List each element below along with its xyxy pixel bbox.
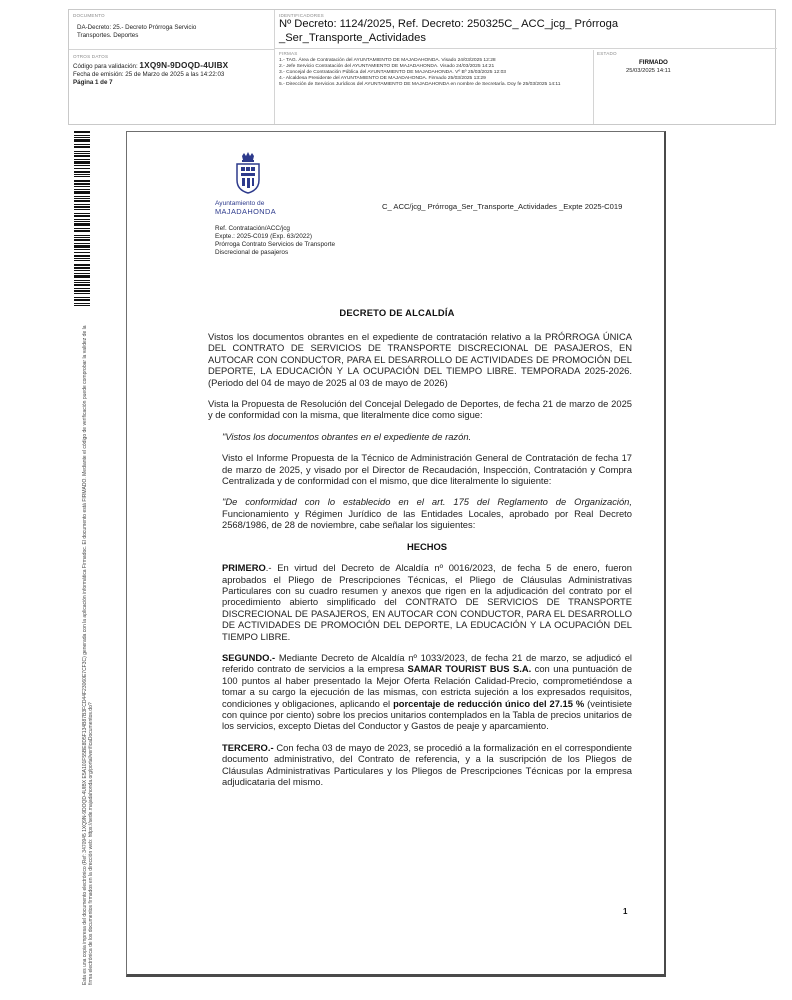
barcode-bar xyxy=(74,305,90,306)
barcode-bar xyxy=(74,293,90,294)
barcode-bar xyxy=(74,252,90,253)
barcode-bar xyxy=(74,267,90,269)
estado-value: FIRMADO xyxy=(639,59,668,66)
ayto-line-2: MAJADAHONDA xyxy=(215,206,277,216)
barcode-bar xyxy=(74,209,90,210)
barcode-bar xyxy=(74,237,90,238)
italic-span: "De conformidad con lo establecido en el art. 175 del Reglamento de Organización, xyxy=(222,496,632,508)
firma-item: 4.- Alcaldesa Presidente del AYUNTAMIENTO DE MAJADAHONDA. Firmado 25/03/2025 13:29 xyxy=(279,76,486,82)
barcode-bar xyxy=(74,161,90,164)
firmas-list xyxy=(279,58,599,88)
barcode-bar xyxy=(74,155,90,157)
barcode-bar xyxy=(74,228,90,229)
text-span: Con fecha 03 de mayo de 2023, se procedió a la formalización en el correspondiente documento administrativo, del Contrato de referencia, y a la suscripción de los Pliegos de Cláusulas Administrativas Particulares y los Pliegos de Prescripciones Técnicas por la empresa adjudicataria del mismo. xyxy=(222,741,632,787)
ayto-line-1: Ayuntamiento de xyxy=(215,200,265,207)
firma-item: 1.- TAG. Área de Contratación del AYUNTAMIENTO DE MAJADAHONDA. Visado 24/03/2025 12:28 xyxy=(279,58,496,63)
barcode-bar xyxy=(74,189,90,190)
barcode-bar xyxy=(74,183,90,185)
text-span: (veintisiete con quince por ciento) sobre los precios unitarios contemplados en la Tabla de precios unitarios de los servicios, excepto Dietas del Conductor y Gastos de peaje y aparcamiento. xyxy=(222,697,632,732)
ref-line: Prórroga Contrato Servicios de Transporte xyxy=(215,241,336,248)
barcode-bar xyxy=(74,200,90,202)
barcode-bar xyxy=(74,249,90,250)
barcode-bar xyxy=(74,290,90,292)
ref-line: Discrecional de pasajeros xyxy=(215,249,289,256)
barcode-bar xyxy=(74,137,90,138)
barcode-bar xyxy=(74,153,90,154)
barcode-bar xyxy=(74,198,90,199)
primero-label: PRIMERO xyxy=(222,562,266,574)
barcode-bar xyxy=(74,264,90,266)
paragraph xyxy=(222,496,632,530)
firmas-label: FIRMAS xyxy=(279,51,298,56)
municipal-crest-icon xyxy=(233,152,263,194)
barcode-bar xyxy=(74,221,90,222)
page-info: Página 1 de 7 xyxy=(73,79,113,86)
documento-label: DOCUMENTO xyxy=(73,13,105,18)
divider xyxy=(274,10,275,124)
reduction-percentage: porcentaje de reducción único del 27.15 % xyxy=(393,697,585,709)
barcode-bar xyxy=(74,159,90,160)
barcode-bar xyxy=(74,135,90,136)
barcode-bar xyxy=(74,288,90,289)
barcode-bar xyxy=(74,144,90,145)
barcode-bar xyxy=(74,258,90,259)
text-span: Funcionamiento y Régimen Jurídico de las Entidades Locales, aprobado por Real Decreto 2568/1986, de 28 de noviembre, cabe señalar los siguientes: xyxy=(222,507,632,531)
reference-block xyxy=(215,225,415,257)
barcode-bar xyxy=(74,260,90,261)
text-span: Mediante Decreto de Alcaldía nº 1033/2023, de fecha 21 de marzo, se adjudicó el referido contrato de servicios a la empresa xyxy=(222,651,632,675)
document-page xyxy=(126,131,666,977)
identificadores-label: IDENTIFICADORES xyxy=(279,13,324,18)
documento-title: DA-Decreto: 25.- Decreto Prórroga Servicio Transportes. Deportes xyxy=(77,24,197,39)
paragraph: Vistos los documentos obrantes en el expediente de contratación relativo a la PRÓRROGA ÚNICA DEL CONTRATO DE SERVICIOS DE TRANSPORTE DISCRECIONAL DE PASAJEROS, EN AUTOCAR CON CONDUCTOR, PARA EL DESARROLLO DE ACTIVIDADES DE PROMOCIÓN DEL DEPORTE, LA EDUCACIÓN Y LA OCUPACIÓN DEL TIEMPO LIBRE. TEMPORADA 2025-2026. (Periodo del 04 de mayo de 2025 al 03 de mayo de 2026) xyxy=(208,331,632,388)
barcode-bar xyxy=(74,230,90,232)
paragraph-segundo xyxy=(222,652,632,732)
barcode-bar xyxy=(74,255,90,257)
barcode xyxy=(74,131,90,309)
otros-datos-label: OTROS DATOS xyxy=(73,54,109,59)
barcode-bar xyxy=(74,273,90,274)
paragraph-tercero xyxy=(222,742,632,788)
barcode-bar xyxy=(74,284,90,286)
section-heading: HECHOS xyxy=(406,540,448,552)
firma-item: 3.- Concejal de Contratación Pública del AYUNTAMIENTO DE MAJADAHONDA. Vº Bº 25/03/2025 12:03 xyxy=(279,70,507,76)
validation-label: Código para validación: xyxy=(73,63,138,70)
emission-date: Fecha de emisión: 25 de Marzo de 2025 a las 14:22:03 xyxy=(73,71,225,78)
barcode-bar xyxy=(74,213,90,214)
validation-code[interactable]: 1XQ9N-9DOQD-4UIBX xyxy=(139,61,229,70)
barcode-bar xyxy=(74,297,90,298)
barcode-bar xyxy=(74,245,90,248)
barcode-bar xyxy=(74,139,90,142)
barcode-bar xyxy=(74,191,90,194)
paragraph: Visto el Informe Propuesta de la Técnico de Administración General de Contratación de fecha 17 de marzo de 2025, y visado por el Director de Recaudación, Inspección, Contratación y Compra Centralizada y de conformidad con el mismo, que dice literalmente lo siguiente: xyxy=(222,452,632,487)
barcode-bar xyxy=(74,131,90,133)
text-span: con una puntuación de 100 puntos al haber presentado la Mejor Oferta Relación Calidad-Precio, comprometiéndose a tomar a su cargo la ejecución de las mismas, con estricta sujeción a los expresados requisitos, condiciones y obligaciones, aplicando el xyxy=(222,663,632,709)
verification-side-text: Esta es una copia impresa del documento electrónico (Ref: 3470945 1XQ9N-9DOQD-4UIBX E5A101F55BE8D5F134B87B3FCD44F23060E7CF3C) generada con la aplicación informática Firmadoc. El documento está FIRMADO. Mediante el código de verificación puede comprobar la validez de la firma electrónica de los documentos firmados en la dirección web: https://sede.majadahonda.org/portal/verificaDocumentos.do? xyxy=(82,325,94,985)
quoted-paragraph: "Vistos los documentos obrantes en el expediente de razón. xyxy=(222,430,472,442)
barcode-bar xyxy=(74,180,90,182)
barcode-bar xyxy=(74,204,90,205)
barcode-bar xyxy=(74,275,90,278)
text-span: .- En virtud del Decreto de Alcaldía nº 0016/2023, de fecha 5 de enero, fueron aprobados el Pliego de Prescripciones Técnicas, el Pliego de Cláusulas Administrativas Particulares con su cuadro resumen y anexos que rigen en la adjudicación del contrato por el procedimiento abierto simplificado del CONTRATO DE SERVICIOS DE TRANSPORTE DISCRECIONAL DE PASAJEROS, EN AUTOCAR CON CONDUCTOR, PARA EL DESARROLLO DE ACTIVIDADES DE PROMOCIÓN DEL DEPORTE, LA EDUCACIÓN Y LA OCUPACIÓN DEL TIEMPO LIBRE. xyxy=(222,562,632,642)
barcode-bar xyxy=(74,176,90,177)
barcode-bar xyxy=(74,151,90,152)
company-name: SAMAR TOURIST BUS S.A. xyxy=(407,663,532,675)
document-reference: C_ ACC/jcg_ Prórroga_Ser_Transporte_Actividades _Expte 2025-C019 xyxy=(382,202,623,211)
estado-label: ESTADO xyxy=(597,51,617,56)
barcode-bar xyxy=(74,174,90,175)
firma-item: 2.- Jefe Servicio Contratación del AYUNTAMIENTO DE MAJADAHONDA. Visado 24/03/2025 14:21 xyxy=(279,64,495,70)
barcode-bar xyxy=(74,223,90,226)
decreto-identifier: Nº Decreto: 1124/2025, Ref. Decreto: 250325C_ ACC_jcg_ Prórroga _Ser_Transporte_Actividades xyxy=(279,18,619,44)
barcode-bar xyxy=(74,270,90,271)
barcode-bar xyxy=(74,239,90,241)
barcode-bar xyxy=(74,171,90,173)
barcode-bar xyxy=(74,186,90,187)
barcode-bar xyxy=(74,168,90,169)
barcode-bar xyxy=(74,280,90,281)
ayuntamiento-logo-text xyxy=(215,200,295,215)
segundo-label: SEGUNDO.- xyxy=(222,651,276,663)
barcode-bar xyxy=(74,206,90,208)
document-body xyxy=(208,331,632,797)
barcode-bar xyxy=(74,196,90,197)
validation-block xyxy=(73,62,228,87)
firma-item: 5.- Dirección de Servicios Jurídicos del AYUNTAMIENTO DE MAJADAHONDA en nombre de Secretaría. Doy fe 25/03/2025 14:11 xyxy=(279,82,561,88)
barcode-bar xyxy=(74,299,90,301)
ref-line: Ref. Contratación/ACC/jcg xyxy=(215,225,290,232)
divider xyxy=(69,49,274,50)
paragraph: Vista la Propuesta de Resolución del Concejal Delegado de Deportes, de fecha 21 de marzo de 2025 y de conformidad con la misma, que literalmente dice como sigue: xyxy=(208,398,632,421)
barcode-bar xyxy=(74,243,90,244)
divider xyxy=(274,48,777,49)
barcode-bar xyxy=(74,303,90,304)
document-title: DECRETO DE ALCALDÍA xyxy=(339,307,455,318)
ref-line: Expte.: 2025-C019 (Exp. 63/2022) xyxy=(215,233,312,240)
tercero-label: TERCERO.- xyxy=(222,741,274,753)
page-number: 1 xyxy=(623,907,628,916)
validation-row xyxy=(73,62,228,71)
barcode-bar xyxy=(74,165,90,166)
barcode-bar xyxy=(74,215,90,217)
paragraph-primero xyxy=(222,562,632,642)
barcode-bar xyxy=(74,235,90,236)
barcode-bar xyxy=(74,282,90,283)
barcode-bar xyxy=(74,219,90,220)
signature-header xyxy=(68,9,776,125)
estado-date: 25/03/2025 14:11 xyxy=(626,68,671,74)
barcode-bar xyxy=(74,146,90,148)
